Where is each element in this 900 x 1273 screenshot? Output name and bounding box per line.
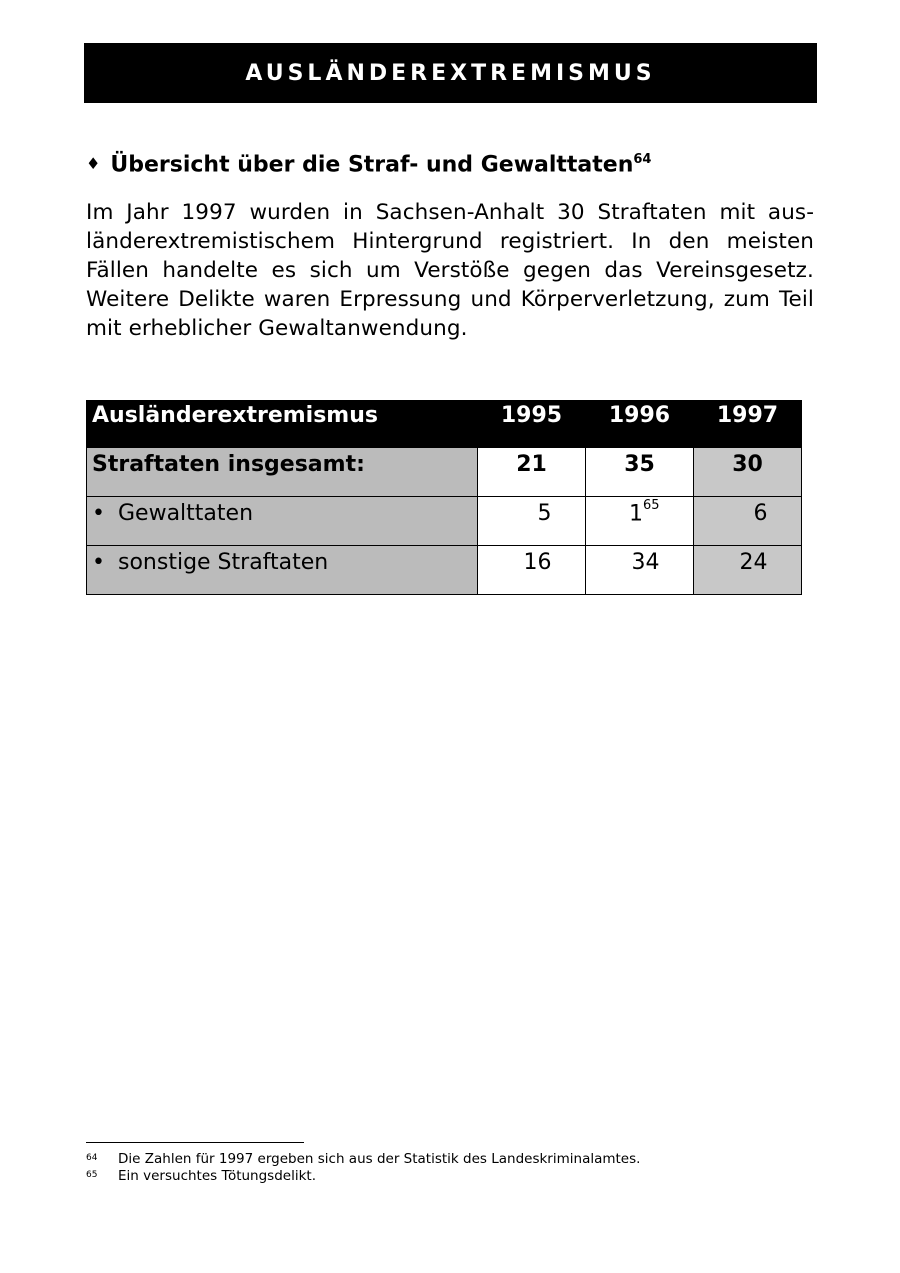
intro-paragraph: Im Jahr 1997 wurden in Sachsen-Anhalt 30 Straftaten mit ausländerextremistischem Hintergrund registriert. In den meisten Fällen handelte es sich um Verstöße gegen das Vereinsgesetz. Weitere Delikte waren Erpressung und Körperverletzung, zum Teil mit erheblicher Gewaltanwendung. bbox=[86, 200, 814, 341]
cell-value: 6 bbox=[753, 501, 768, 526]
table-cell bbox=[586, 546, 694, 595]
table-header-row bbox=[87, 401, 802, 448]
table-cell: 30 bbox=[694, 448, 802, 497]
table-header-year: 1995 bbox=[478, 401, 586, 448]
table-cell: 21 bbox=[478, 448, 586, 497]
footnote-number: 65 bbox=[86, 1170, 98, 1180]
footnotes bbox=[86, 1151, 816, 1185]
header-title: AUSLÄNDEREXTREMISMUS bbox=[245, 60, 656, 86]
cell-value: 5 bbox=[537, 501, 552, 526]
row-label: Straftaten insgesamt: bbox=[87, 448, 478, 497]
row-label-text: Gewalttaten bbox=[118, 501, 254, 526]
section-heading bbox=[86, 152, 816, 177]
table-row bbox=[87, 497, 802, 546]
footnote-65 bbox=[86, 1168, 816, 1185]
footnote-divider bbox=[86, 1142, 304, 1143]
row-label bbox=[87, 497, 478, 546]
cell-value: 34 bbox=[631, 550, 660, 575]
diamond-bullet-icon: ♦ bbox=[86, 154, 101, 174]
table-cell bbox=[478, 546, 586, 595]
page-header bbox=[84, 43, 817, 103]
section-heading-text: Übersicht über die Straf- und Gewalttaten bbox=[110, 152, 634, 178]
cell-value: 1 bbox=[628, 501, 643, 527]
table-header-label: Ausländerextremismus bbox=[87, 401, 478, 448]
footnote-64 bbox=[86, 1151, 816, 1168]
row-label bbox=[87, 546, 478, 595]
footnote-ref-64: 64 bbox=[633, 152, 652, 167]
table-cell bbox=[478, 497, 586, 546]
table-row bbox=[87, 546, 802, 595]
footnote-text: Ein versuchtes Tötungsdelikt. bbox=[118, 1168, 316, 1184]
bullet-dot-icon: • bbox=[92, 501, 105, 526]
bullet-dot-icon: • bbox=[92, 550, 105, 575]
footnote-number: 64 bbox=[86, 1153, 98, 1163]
table-header-year: 1996 bbox=[586, 401, 694, 448]
table-cell: 35 bbox=[586, 448, 694, 497]
table-cell bbox=[694, 497, 802, 546]
table-row bbox=[87, 448, 802, 497]
table-cell bbox=[694, 546, 802, 595]
statistics-table bbox=[86, 400, 802, 595]
footnote-ref-65: 65 bbox=[642, 498, 660, 513]
cell-value: 24 bbox=[739, 550, 768, 575]
footnote-text: Die Zahlen für 1997 ergeben sich aus der Statistik des Landeskriminalamtes. bbox=[118, 1151, 641, 1167]
row-label-text: sonstige Straftaten bbox=[118, 550, 329, 575]
cell-value: 16 bbox=[523, 550, 552, 575]
table-header-year: 1997 bbox=[694, 401, 802, 448]
table-cell bbox=[586, 497, 694, 546]
